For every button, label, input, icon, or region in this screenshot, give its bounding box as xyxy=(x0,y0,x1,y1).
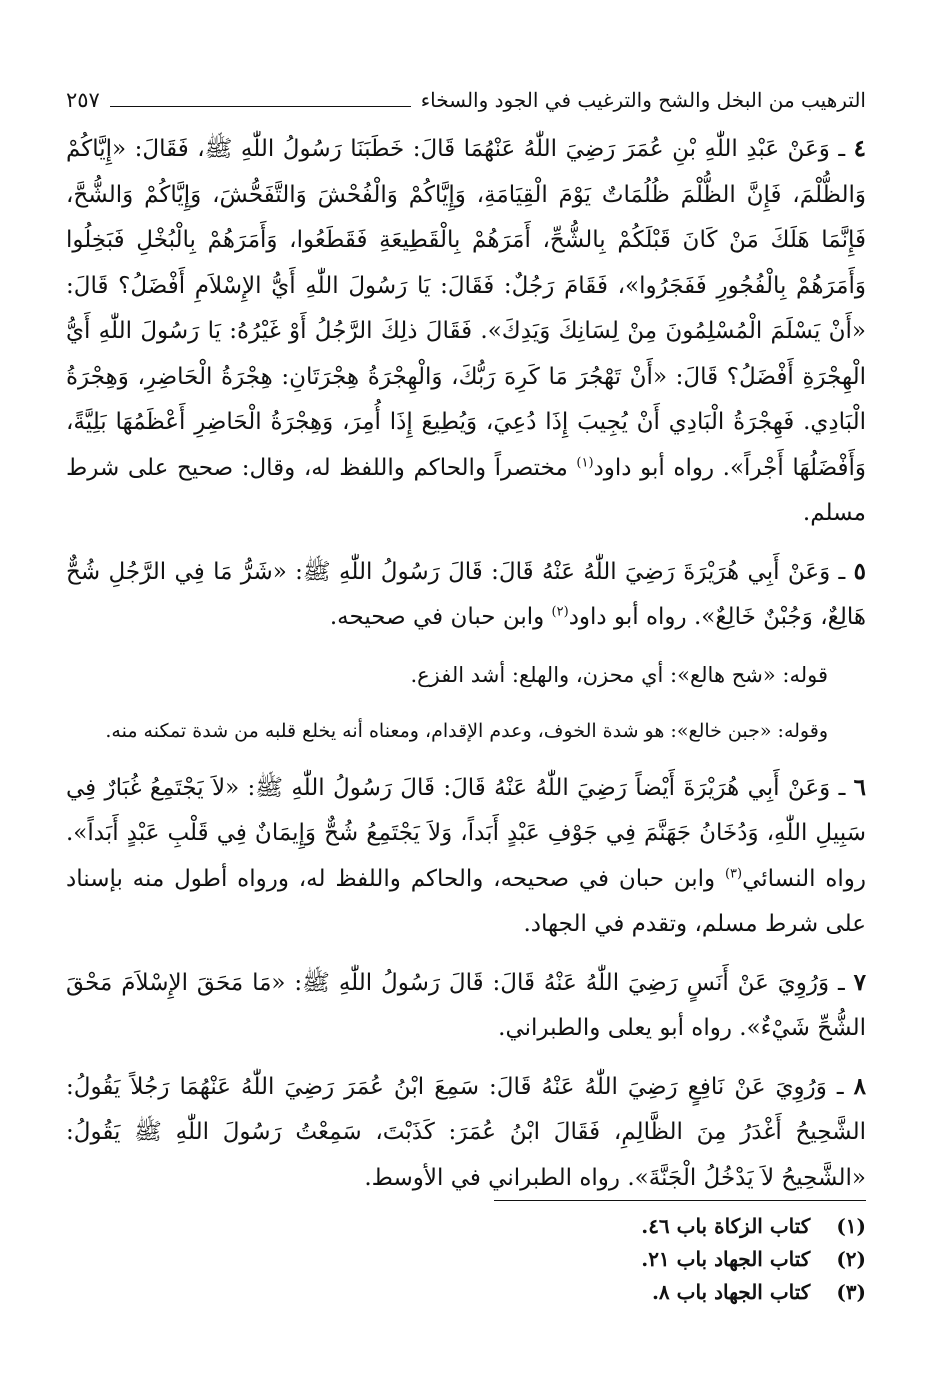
hadith-source: رواه الطبراني في الأوسط. xyxy=(364,1164,620,1191)
hadith-number: ٥ xyxy=(853,557,866,585)
footnote-ref: (٣) xyxy=(724,865,743,881)
page-number: ٢٥٧ xyxy=(66,88,100,112)
footnote-mark: (١) xyxy=(836,1214,866,1238)
hadith-6 xyxy=(66,765,866,948)
hadith-source: رواه أبو يعلى والطبراني. xyxy=(498,1015,732,1041)
footnote-mark: (٢) xyxy=(836,1247,866,1271)
hadith-number: ٨ xyxy=(853,1072,866,1100)
hadith-text: ـ وَرُوِيَ عَنْ نَافِعٍ رَضِيَ اللّٰهُ عَنْهُ قَالَ: سَمِعَ ابْنُ عُمَرَ رَضِيَ اللّٰهُ عَنْهُمَا رَجُلاً يَقُولُ: الشَّحِيحُ أَغْدَرُ مِنَ الظَّالِمِ، فَقَالَ ابْنُ عُمَرَ: كَذَبْتَ، سَمِعْتُ رَسُولَ اللّٰهِ ﷺ يَقُولُ: «الشَّحِيحُ لاَ يَدْخُلُ الْجَنَّةَ». xyxy=(66,1073,866,1191)
hadith-text: ـ وَعَنْ عَبْدِ اللّٰهِ بْنِ عُمَرَ رَضِيَ اللّٰهُ عَنْهُمَا قَالَ: خَطَبَنَا رَسُولُ اللّٰهِ ﷺ، فَقَالَ: «إِيَّاكُمْ وَالظُّلْمَ، فَإِنَّ الظُّلْمَ ظُلُمَاتٌ يَوْمَ الْقِيَامَةِ، وَإِيَّاكُمْ وَالْفُحْشَ وَالتَّفَحُّشَ، وَإِيَّاكُمْ وَالشُّحَّ، فَإِنَّمَا هَلَكَ مَنْ كَانَ قَبْلَكُمْ بِالشُّحِّ، أَمَرَهُمْ بِالْقَطِيعَةِ فَقَطَعُوا، وَأَمَرَهُمْ بِالْبُخْلِ فَبَخِلُوا وَأَمَرَهُمْ بِالْفُجُورِ فَفَجَرُوا»، فَقَامَ رَجُلٌ: فَقَالَ: يَا رَسُولَ اللّٰهِ أَيُّ الإِسْلاَمِ أَفْضَلُ؟ قَالَ: «أَنْ يَسْلَمَ الْمُسْلِمُونَ مِنْ لِسَانِكَ وَيَدِكَ». فَقَالَ ذلِكَ الرَّجُلُ أَوْ غَيْرُهُ: يَا رَسُولَ اللّٰهِ أَيُّ الْهِجْرَةِ أَفْضَلُ؟ قَالَ: «أَنْ تَهْجُرَ مَا كَرِهَ رَبُّكَ، وَالْهِجْرَةُ هِجْرَتَانِ: هِجْرَةُ الْحَاضِرِ، وَهِجْرَةُ الْبَادِي. فَهِجْرَةُ الْبَادِي أَنْ يُجِيبَ إِذَا دُعِيَ، وَيُطِيعَ إِذَا أُمِرَ، وَهِجْرَةُ الْحَاضِرِ أَعْظَمُهَا بَلِيَّةً، وَأَفْضَلُهَا أَجْراً». xyxy=(66,136,867,481)
footnote xyxy=(66,1276,866,1309)
footnote-text: كتاب الجهاد باب ٨. xyxy=(651,1280,811,1304)
hadith-source-rest: وابن حبان في صحيحه، والحاكم واللفظ له، ورواه أطول منه بإسناد على شرط مسلم، وتقدم في الجهاد. xyxy=(66,865,866,937)
header-rule xyxy=(110,106,411,107)
hadith-text: ـ وَعَنْ أَبِي هُرَيْرَةَ رَضِيَ اللّٰهُ عَنْهُ قَالَ: قَالَ رَسُولُ اللّٰهِ ﷺ: «شَرُّ مَا فِي الرَّجُلِ شُحٌّ هَالِعٌ، وَجُبْنٌ خَالِعٌ». xyxy=(66,558,866,630)
footnote-mark: (٣) xyxy=(836,1280,866,1304)
hadith-number: ٤ xyxy=(853,135,866,162)
hadith-5 xyxy=(66,549,866,641)
footnote-ref: (١) xyxy=(576,454,594,470)
footnotes xyxy=(66,1210,866,1309)
hadith-4 xyxy=(66,126,866,537)
hadith-7 xyxy=(66,960,866,1052)
footnote xyxy=(66,1243,866,1276)
explanation-note: قوله: «شح هالع»: أي محزن، والهلع: أشد الفزع. xyxy=(410,662,828,687)
hadith-8 xyxy=(66,1064,866,1202)
hadith-text: ـ وَعَنْ أَبِي هُرَيْرَةَ أَيْضاً رَضِيَ اللّٰهُ عَنْهُ قَالَ: قَالَ رَسُولُ اللّٰهِ ﷺ: «لاَ يَجْتَمِعُ غُبَارٌ فِي سَبِيلِ اللّٰهِ، وَدُخَانُ جَهَنَّمَ فِي جَوْفِ عَبْدٍ أَبَداً، وَلاَ يَجْتَمِعُ شُحٌّ وَإِيمَانٌ فِي قَلْبِ عَبْدٍ أَبَداً». xyxy=(66,774,866,846)
footnote-ref: (٢) xyxy=(551,604,569,620)
footnote-text: كتاب الزكاة باب ٤٦. xyxy=(641,1214,811,1238)
chapter-title: الترهيب من البخل والشح والترغيب في الجود والسخاء xyxy=(420,88,866,112)
footnote-text: كتاب الجهاد باب ٢١. xyxy=(641,1247,811,1271)
hadith-source: رواه النسائي xyxy=(742,865,866,892)
footnote-rule xyxy=(494,1200,866,1201)
hadith-number: ٧ xyxy=(853,968,866,996)
footnote xyxy=(66,1210,866,1243)
hadith-source-rest: وابن حبان في صحيحه. xyxy=(329,604,552,630)
running-head xyxy=(66,88,866,112)
explanation-note: وقوله: «جبن خالع»: هو شدة الخوف، وعدم الإقدام، ومعناه أنه يخلع قلبه من شدة تمكنه منه. xyxy=(105,719,828,742)
hadith-source: رواه أبو داود xyxy=(568,604,687,630)
hadith-source: رواه أبو داود xyxy=(593,454,715,481)
hadith-source-rest: مختصراً والحاكم واللفظ له، وقال: صحيح على شرط مسلم. xyxy=(66,454,866,526)
hadith-text: ـ وَرُوِيَ عَنْ أَنَسٍ رَضِيَ اللّٰهُ عَنْهُ قَالَ: قَالَ رَسُولُ اللّٰهِ ﷺ: «مَا مَحَقَ الإِسْلاَمَ مَحْقَ الشُّحِّ شَيْءٌ». xyxy=(66,969,866,1041)
hadith-number: ٦ xyxy=(853,773,866,801)
